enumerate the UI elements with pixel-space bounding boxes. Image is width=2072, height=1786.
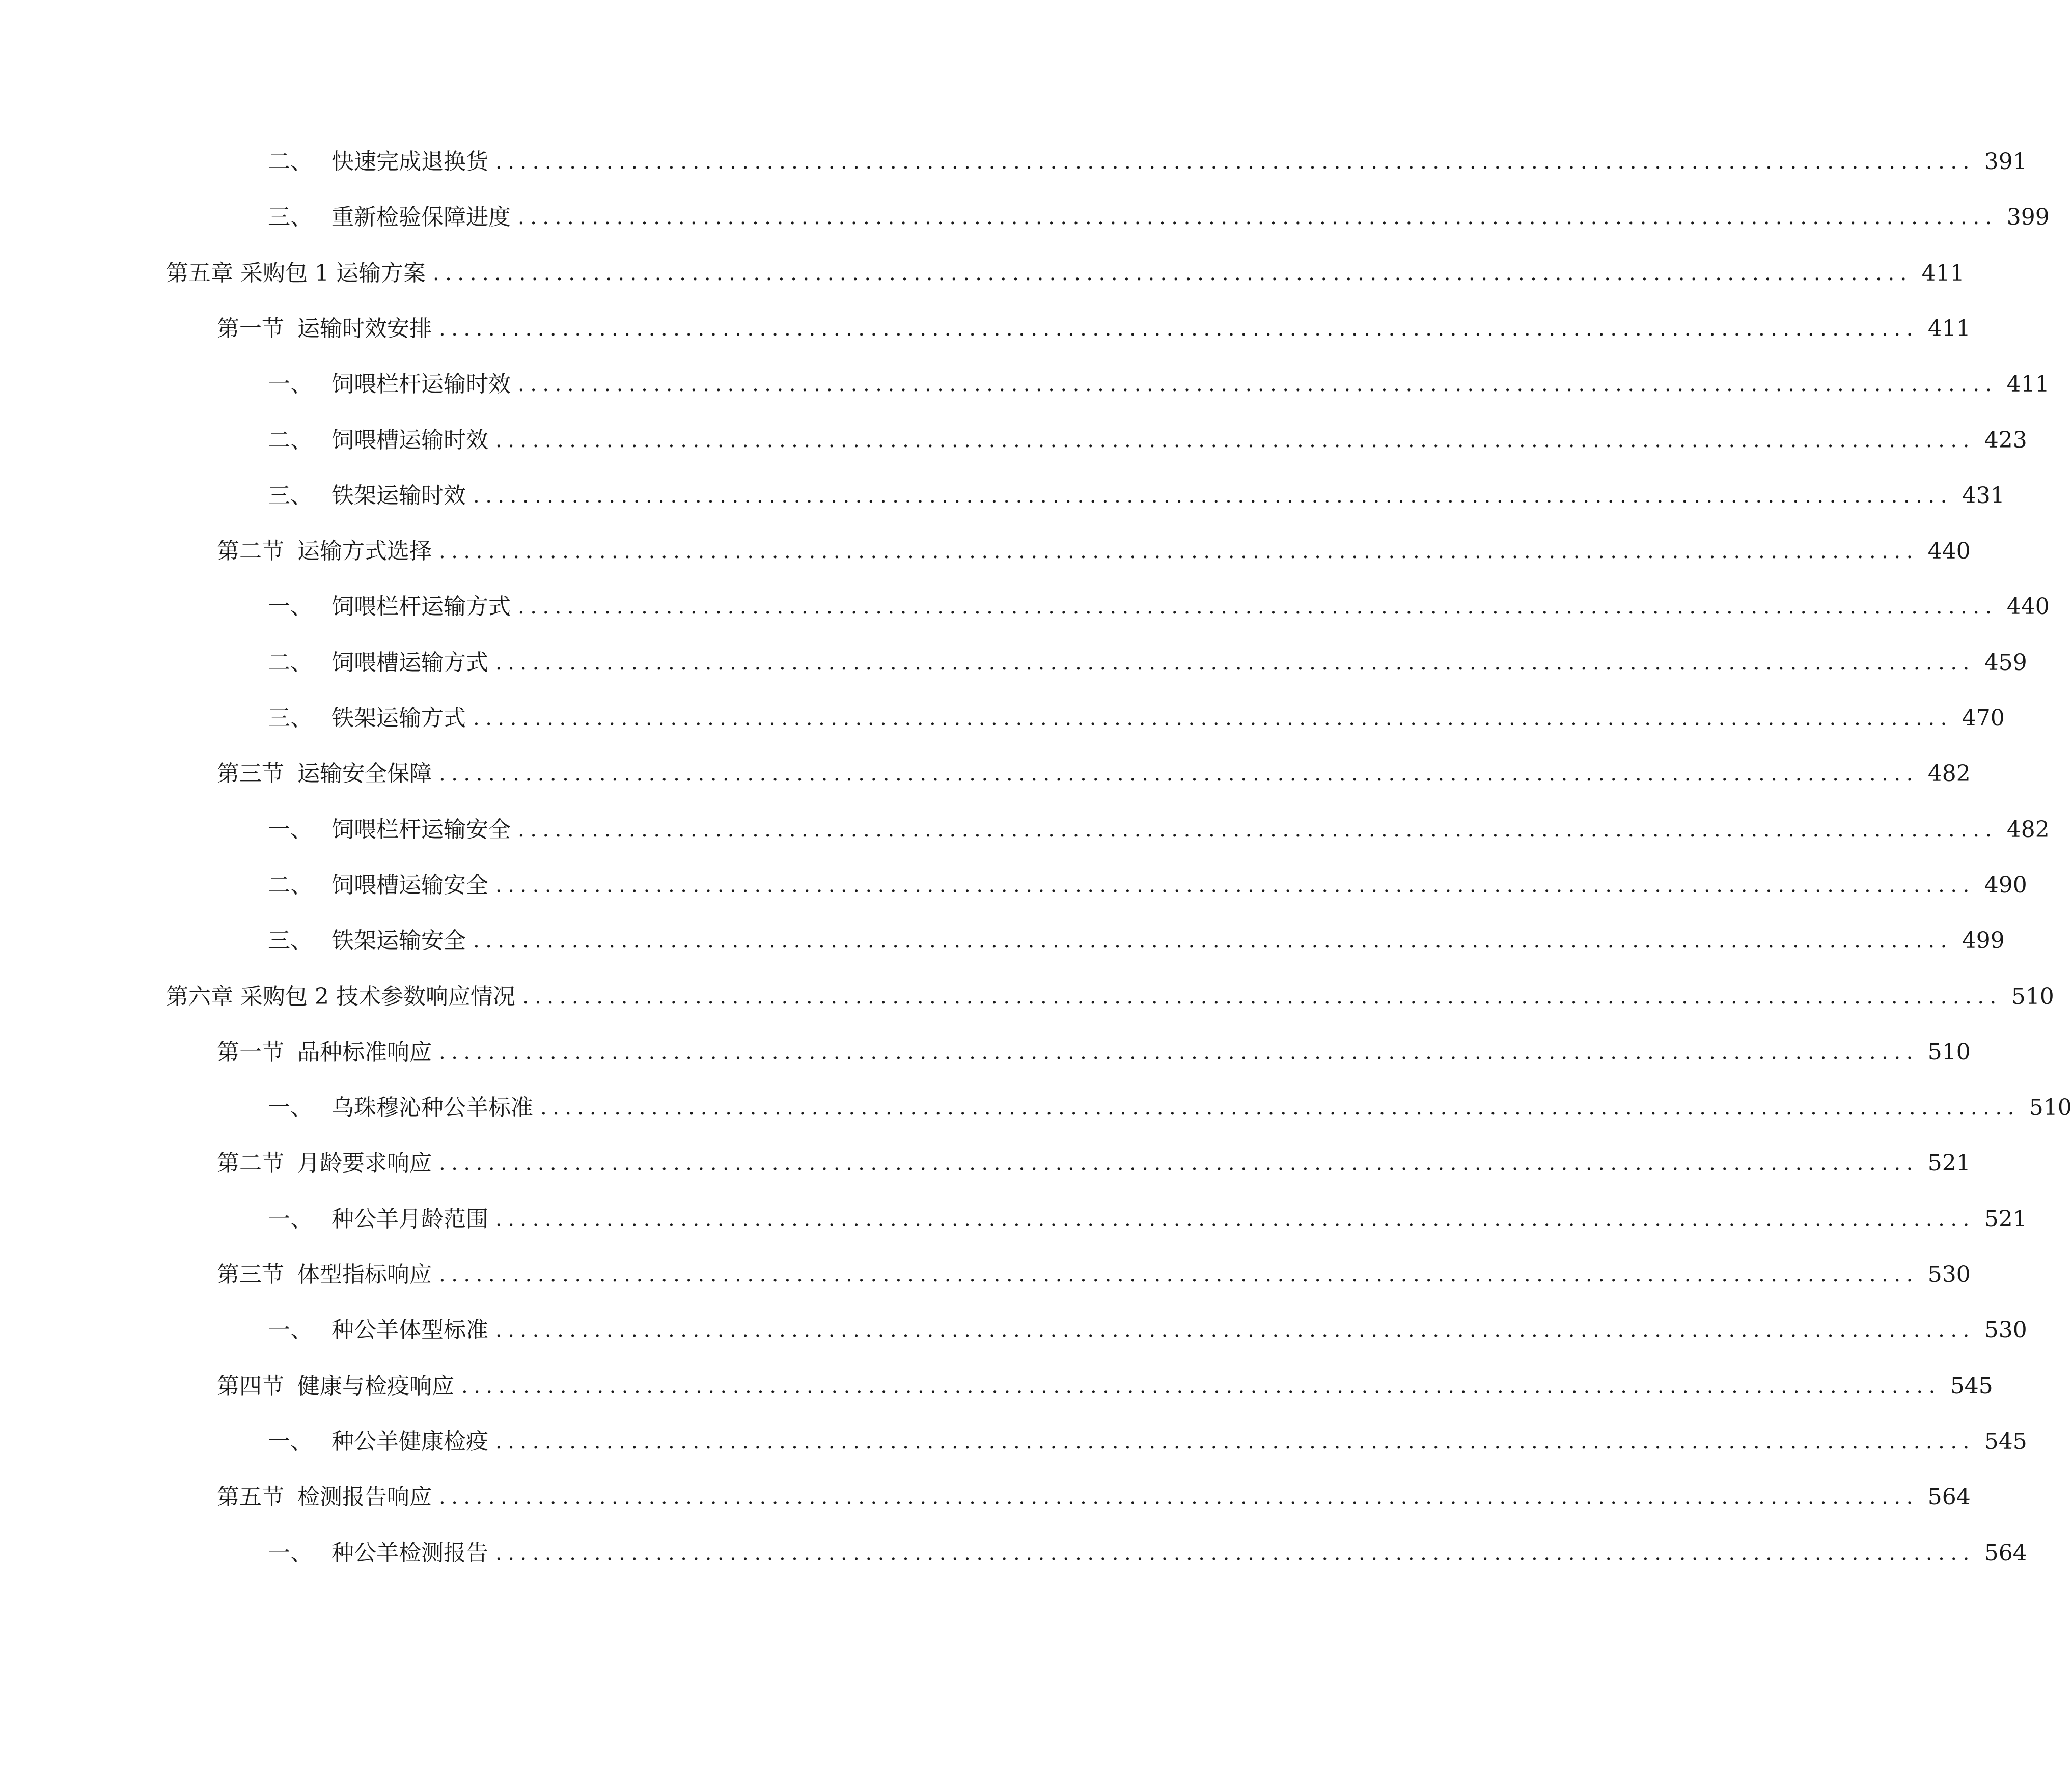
toc-entry-number: 第三节: [217, 1262, 284, 1288]
toc-entry[interactable]: [268, 420, 2027, 461]
toc-entry-page-number: 510: [2011, 984, 2054, 1010]
toc-entry-title: 月龄要求响应: [297, 1150, 432, 1176]
toc-entry-page-number: 391: [1984, 149, 2027, 175]
toc-entry-number: 三、: [268, 204, 313, 230]
toc-entry-number: 第四节: [217, 1373, 284, 1399]
toc-entry-number: 一、: [268, 1429, 313, 1455]
toc-entry[interactable]: [217, 754, 1971, 794]
toc-entry-page-number: 440: [1927, 538, 1971, 564]
toc-entry-page-number: 411: [2006, 371, 2050, 397]
toc-entry[interactable]: [268, 643, 2027, 683]
toc-entry-page-number: 521: [1984, 1206, 2027, 1232]
toc-dot-leader: ........................................................................................................................: [439, 1486, 1919, 1509]
toc-entry-title: 品种标准响应: [297, 1039, 432, 1065]
toc-entry[interactable]: [268, 1533, 2027, 1574]
toc-entry[interactable]: [268, 920, 2005, 961]
toc-entry-page-number: 423: [1984, 427, 2027, 453]
toc-entry[interactable]: [268, 1310, 2027, 1351]
toc-entry[interactable]: [268, 810, 2050, 850]
toc-dot-leader: ........................................................................................................................: [495, 1542, 1975, 1565]
toc-entry-number: 一、: [268, 371, 313, 397]
toc-dot-leader: ........................................................................................................................: [495, 651, 1975, 675]
toc-entry-title: 铁架运输时效: [331, 483, 466, 509]
toc-entry-page-number: 399: [2006, 204, 2050, 230]
toc-entry-number: 第二节: [217, 1150, 284, 1176]
toc-entry-number: 三、: [268, 483, 313, 509]
toc-dot-leader: ........................................................................................................................: [495, 150, 1975, 174]
toc-entry-number: 二、: [268, 872, 313, 898]
toc-dot-leader: ........................................................................................................................: [473, 707, 1953, 730]
toc-entry-title: 重新检验保障进度: [331, 204, 511, 230]
toc-dot-leader: ........................................................................................................................: [495, 1430, 1975, 1454]
toc-entry-page-number: 499: [1962, 928, 2005, 954]
toc-entry-page-number: 521: [1927, 1150, 1971, 1176]
toc-entry[interactable]: [217, 309, 1971, 349]
toc-dot-leader: ........................................................................................................................: [540, 1096, 2020, 1120]
toc-entry[interactable]: [268, 587, 2050, 627]
toc-entry-title: 种公羊检测报告: [331, 1540, 488, 1566]
toc-entry-number: 三、: [268, 705, 313, 731]
toc-entry[interactable]: [217, 1254, 1971, 1295]
toc-entry-number: 第一节: [217, 316, 284, 342]
toc-entry[interactable]: [268, 1087, 2072, 1128]
toc-entry-page-number: 482: [2006, 817, 2050, 843]
toc-entry-page-number: 482: [1927, 761, 1971, 787]
toc-entry[interactable]: [217, 1032, 1971, 1073]
toc-entry-number: 第二节: [217, 538, 284, 564]
toc-entry-title: 饲喂槽运输时效: [331, 427, 488, 453]
toc-entry-page-number: 510: [2029, 1095, 2072, 1121]
toc-entry-page-number: 530: [1984, 1317, 2027, 1343]
toc-entry[interactable]: [217, 531, 1971, 572]
toc-entry-page-number: 545: [1984, 1429, 2027, 1455]
toc-dot-leader: ........................................................................................................................: [495, 429, 1975, 452]
toc-entry-number: 一、: [268, 817, 313, 843]
toc-entry-number: 第五章: [166, 260, 233, 286]
toc-entry-title: 铁架运输方式: [331, 705, 466, 731]
toc-entry-title: 运输方式选择: [297, 538, 432, 564]
toc-dot-leader: ........................................................................................................................: [495, 874, 1975, 897]
toc-dot-leader: ........................................................................................................................: [439, 317, 1919, 341]
toc-entry-page-number: 564: [1984, 1540, 2027, 1566]
toc-entry[interactable]: [166, 253, 1965, 294]
toc-dot-leader: ........................................................................................................................: [439, 540, 1919, 563]
toc-entry-title: 种公羊体型标准: [331, 1317, 488, 1343]
toc-entry-number: 第一节: [217, 1039, 284, 1065]
toc-entry-title: 铁架运输安全: [331, 928, 466, 954]
toc-entry-page-number: 510: [1927, 1039, 1971, 1065]
toc-dot-leader: ........................................................................................................................: [518, 206, 1998, 229]
toc-entry-title: 种公羊月龄范围: [331, 1206, 488, 1232]
toc-entry-number: 一、: [268, 1540, 313, 1566]
toc-entry-page-number: 564: [1927, 1484, 1971, 1510]
toc-entry-number: 二、: [268, 650, 313, 676]
toc-entry[interactable]: [217, 1366, 1993, 1407]
toc-entry-title: 快速完成退换货: [331, 149, 488, 175]
toc-dot-leader: ........................................................................................................................: [518, 595, 1998, 619]
toc-dot-leader: ........................................................................................................................: [439, 762, 1919, 786]
toc-entry-number: 第六章: [166, 984, 233, 1010]
toc-entry-title: 体型指标响应: [297, 1262, 432, 1288]
toc-entry-number: 二、: [268, 427, 313, 453]
toc-dot-leader: ........................................................................................................................: [439, 1041, 1919, 1064]
toc-dot-leader: ........................................................................................................................: [518, 818, 1998, 842]
toc-entry[interactable]: [268, 1421, 2027, 1462]
toc-entry-page-number: 440: [2006, 594, 2050, 620]
toc-dot-leader: ........................................................................................................................: [473, 484, 1953, 508]
toc-entry[interactable]: [268, 476, 2005, 516]
toc-dot-leader: ........................................................................................................................: [473, 929, 1953, 953]
toc-entry[interactable]: [217, 1143, 1971, 1184]
toc-entry-title: 健康与检疫响应: [297, 1373, 454, 1399]
toc-entry-number: 一、: [268, 594, 313, 620]
toc-entry-title: 种公羊健康检疫: [331, 1429, 488, 1455]
toc-entry-number: 一、: [268, 1206, 313, 1232]
toc-dot-leader: ........................................................................................................................: [495, 1208, 1975, 1231]
toc-dot-leader: ........................................................................................................................: [439, 1152, 1919, 1175]
toc-entry-title: 饲喂栏杆运输时效: [331, 371, 511, 397]
toc-entry-number: 二、: [268, 149, 313, 175]
toc-entry-page-number: 431: [1962, 483, 2005, 509]
toc-entry[interactable]: [268, 364, 2050, 405]
toc-entry-number: 第三节: [217, 761, 284, 787]
toc-entry-title: 饲喂槽运输方式: [331, 650, 488, 676]
toc-dot-leader: ........................................................................................................................: [522, 985, 2002, 1009]
toc-dot-leader: ........................................................................................................................: [439, 1263, 1919, 1287]
toc-entry-number: 第五节: [217, 1484, 284, 1510]
toc-entry-title: 饲喂栏杆运输安全: [331, 817, 511, 843]
toc-entry-title: 饲喂栏杆运输方式: [331, 594, 511, 620]
toc-entry-page-number: 545: [1950, 1373, 1993, 1399]
toc-entry-page-number: 459: [1984, 650, 2027, 676]
toc-entry-page-number: 411: [1921, 260, 1965, 286]
toc-entry[interactable]: [268, 197, 2050, 238]
toc-entry-page-number: 470: [1962, 705, 2005, 731]
toc-entry[interactable]: [268, 1199, 2027, 1240]
toc-entry-title: 检测报告响应: [297, 1484, 432, 1510]
toc-entry[interactable]: [166, 976, 2054, 1017]
toc-dot-leader: ........................................................................................................................: [495, 1319, 1975, 1342]
toc-entry-page-number: 411: [1927, 316, 1971, 342]
toc-entry-number: 三、: [268, 928, 313, 954]
toc-entry[interactable]: [217, 1477, 1971, 1518]
toc-dot-leader: ........................................................................................................................: [432, 262, 1913, 285]
toc-entry-title: 采购包 2 技术参数响应情况: [240, 984, 515, 1010]
toc-entry-page-number: 530: [1927, 1262, 1971, 1288]
toc-entry[interactable]: [268, 698, 2005, 739]
toc-entry-number: 一、: [268, 1095, 313, 1121]
toc-entry-title: 饲喂槽运输安全: [331, 872, 488, 898]
toc-entry-page-number: 490: [1984, 872, 2027, 898]
toc-entry-title: 运输时效安排: [297, 316, 432, 342]
toc-entry-title: 采购包 1 运输方案: [240, 260, 426, 286]
toc-dot-leader: ........................................................................................................................: [461, 1375, 1941, 1398]
toc-entry-number: 一、: [268, 1317, 313, 1343]
toc-entry-title: 乌珠穆沁种公羊标准: [331, 1095, 533, 1121]
toc-entry-title: 运输安全保障: [297, 761, 432, 787]
toc-dot-leader: ........................................................................................................................: [518, 373, 1998, 396]
toc-entry[interactable]: [268, 865, 2027, 906]
toc-entry[interactable]: [268, 142, 2027, 182]
